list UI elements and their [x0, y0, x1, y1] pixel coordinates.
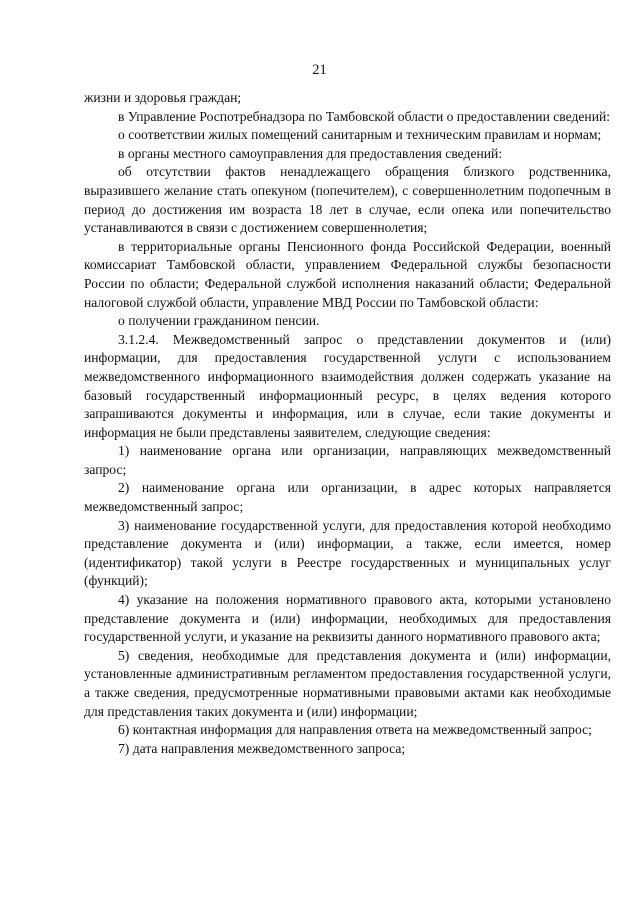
paragraph: в органы местного самоуправления для предоставления сведений:	[118, 145, 503, 161]
paragraph: 3.1.2.4. Межведомственный запрос о представлении документов и (или) информации, для предоставления государственной услуги с использованием межведомственного информационного взаимодействия должен содержать указание на базовый государственный информационный ресурс, в целях ведения которого запрашиваются документы и информация, или в случае, если такие документы и информация не были представлены заявителем, следующие сведения:	[84, 331, 611, 440]
list-item: 7) дата направления межведомственного запроса;	[118, 740, 406, 756]
page-number: 21	[312, 62, 327, 78]
paragraph: о получении гражданином пенсии.	[118, 313, 320, 329]
list-item: 4) указание на положения нормативного правового акта, которыми установлено представление документа и (или) информации, необходимых для предоставления государственной услуги, и указание на реквизиты данного нормативного правового акта;	[84, 592, 611, 645]
list-item: 2) наименование органа или организации, в адрес которых направляется межведомственный запрос;	[84, 480, 611, 515]
paragraph: жизни и здоровья граждан;	[84, 90, 242, 105]
paragraph: об отсутствии фактов ненадлежащего обращения близкого родственника, выразившего желание стать опекуном (попечителем), с совершеннолетним подопечным в период до достижения им возраста 18 лет в случае, если опека или попечительство устанавливаются в связи с достижением совершеннолетия;	[84, 164, 611, 236]
paragraph: в территориальные органы Пенсионного фонда Российской Федерации, военный комиссариат Тамбовской области, управлением Федеральной службы безопасности России по области; Федеральной службой исполнения наказаний области; Федеральной налоговой службой области, управление МВД России по Тамбовской области:	[84, 238, 611, 310]
paragraph: о соответствии жилых помещений санитарным и техническим правилам и нормам;	[118, 127, 602, 143]
paragraph: в Управление Роспотребнадзора по Тамбовской области о предоставлении сведений:	[118, 108, 611, 124]
list-item: 5) сведения, необходимые для представления документа и (или) информации, установленные административным регламентом предоставления государственной услуги, а также сведения, предусмотренные нормативными правовыми актами как необходимые для представления таких документа и (или) информации;	[84, 647, 611, 719]
list-item: 3) наименование государственной услуги, для предоставления которой необходимо представление документа и (или) информации, а также, если имеется, номер (идентификатор) такой услуги в Реестре государственных и муниципальных услуг (функций);	[84, 517, 611, 589]
list-item: 1) наименование органа или организации, направляющих межведомственный запрос;	[84, 443, 611, 477]
list-item: 6) контактная информация для направления ответа на межведомственный запрос;	[118, 722, 592, 738]
document-body	[84, 89, 611, 758]
